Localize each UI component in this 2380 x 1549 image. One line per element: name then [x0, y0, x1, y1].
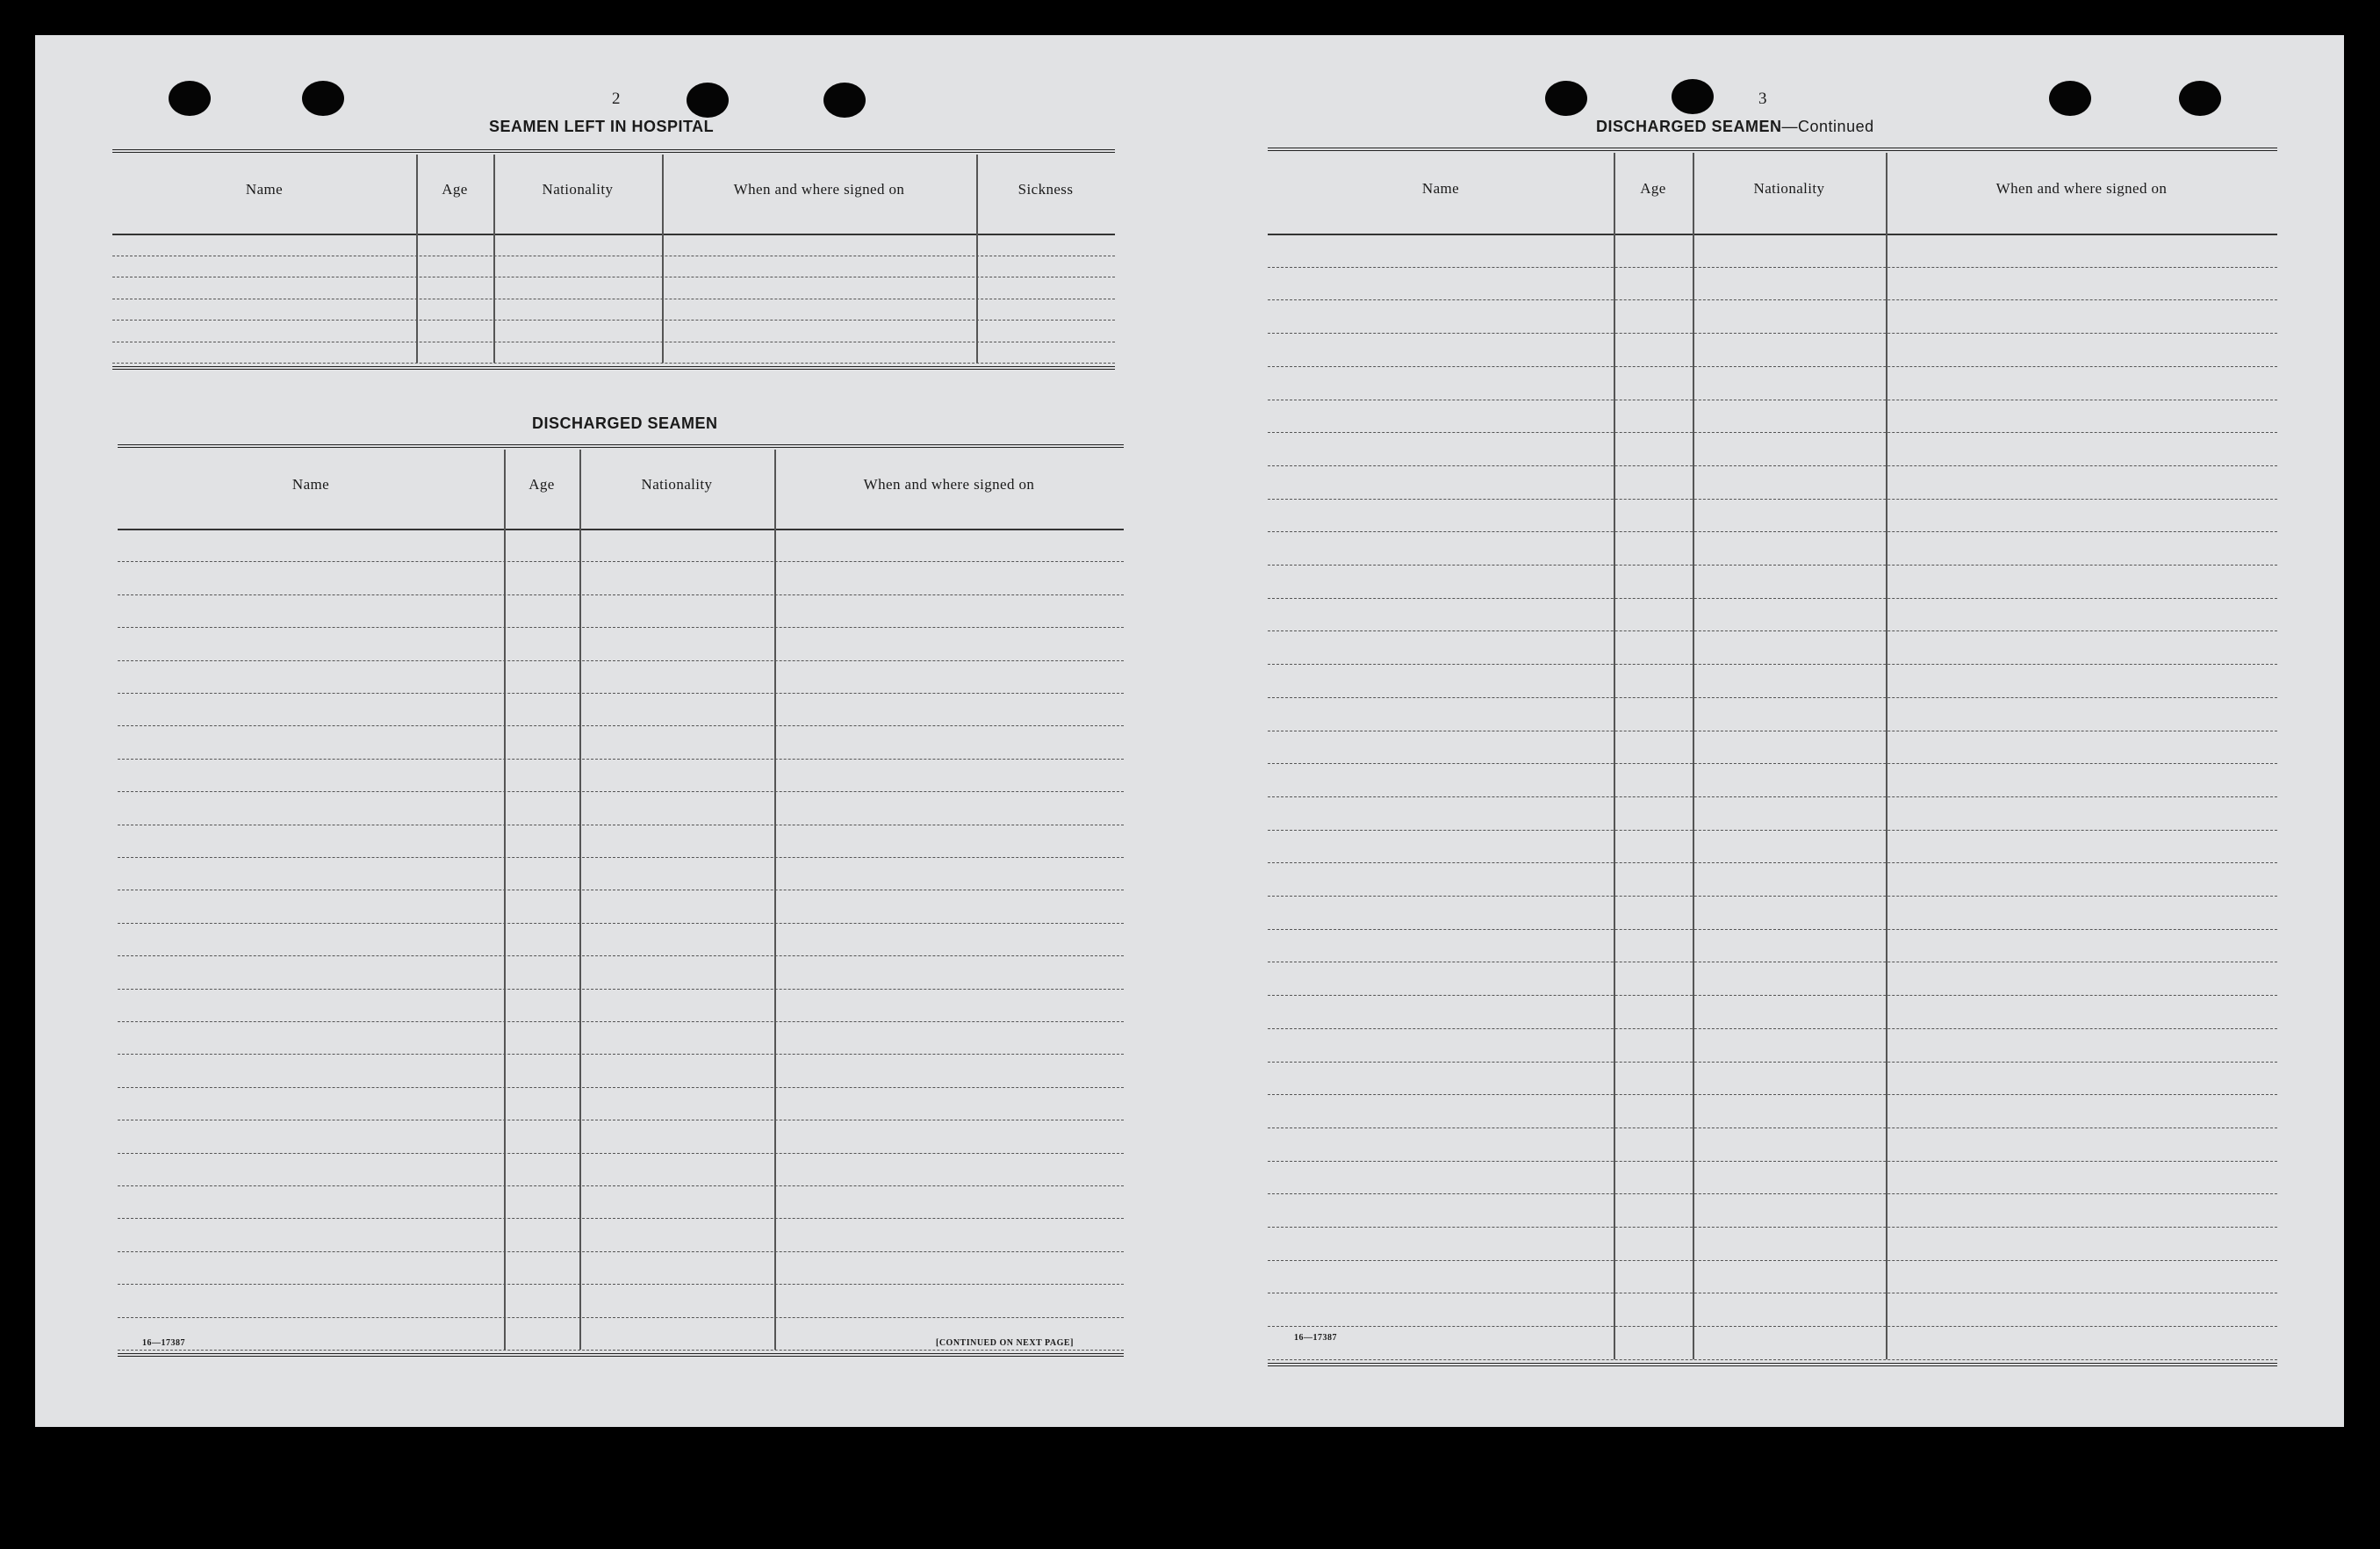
column-divider	[493, 155, 495, 363]
table-row	[118, 791, 1124, 792]
table-row	[1268, 995, 2277, 996]
table-row	[1268, 929, 2277, 930]
table-row	[1268, 763, 2277, 764]
table-row	[118, 1251, 1124, 1252]
table-header-rule	[112, 234, 1115, 235]
page-number: 3	[1758, 90, 1767, 108]
table-row	[1268, 299, 2277, 300]
punch-hole	[1672, 79, 1714, 114]
table-row	[1268, 1227, 2277, 1228]
punch-hole	[302, 81, 344, 116]
table-row	[118, 1317, 1124, 1318]
column-header: Sickness	[1017, 181, 1074, 198]
table-row	[118, 1054, 1124, 1055]
table-row	[1268, 1260, 2277, 1261]
table-row	[118, 857, 1124, 858]
column-header: Age	[1640, 180, 1666, 197]
table-row	[118, 1218, 1124, 1219]
punch-hole	[2049, 81, 2091, 116]
column-divider	[774, 450, 776, 1350]
table-row	[1268, 1326, 2277, 1327]
discharged-seamen-continued-table	[1268, 148, 2277, 1360]
hospital-section-title: SEAMEN LEFT IN HOSPITAL	[489, 118, 715, 135]
table-row	[1268, 267, 2277, 268]
column-header: Name	[245, 181, 284, 198]
table-row	[1268, 1062, 2277, 1063]
column-header: Name	[1421, 180, 1460, 197]
table-row	[118, 561, 1124, 562]
table-row	[1268, 1359, 2277, 1360]
table-row	[118, 955, 1124, 956]
table-row	[1268, 796, 2277, 797]
punch-hole	[2179, 81, 2221, 116]
column-header: When and where signed on	[863, 476, 1035, 493]
table-row	[1268, 830, 2277, 831]
continued-suffix: —Continued	[1781, 118, 1874, 135]
table-row	[1268, 366, 2277, 367]
table-top-rule	[118, 444, 1124, 448]
punch-hole	[823, 83, 866, 118]
column-header: Nationality	[542, 181, 614, 198]
table-row	[118, 725, 1124, 726]
document-sheet	[35, 35, 2344, 1427]
table-row	[1268, 531, 2277, 532]
continued-note: [CONTINUED ON NEXT PAGE]	[936, 1338, 1074, 1348]
form-number: 16—17387	[142, 1338, 185, 1348]
table-row	[1268, 664, 2277, 665]
table-row	[1268, 598, 2277, 599]
page-number: 2	[612, 90, 621, 108]
table-row	[118, 923, 1124, 924]
table-header-rule	[1268, 234, 2277, 235]
table-row	[118, 693, 1124, 694]
column-divider	[579, 450, 581, 1350]
table-row	[1268, 465, 2277, 466]
table-row	[1268, 1028, 2277, 1029]
table-row	[112, 363, 1115, 364]
table-row	[1268, 630, 2277, 631]
table-row	[112, 320, 1115, 321]
table-top-rule	[112, 149, 1115, 153]
column-divider	[504, 450, 506, 1350]
punch-hole	[687, 83, 729, 118]
table-header-rule	[118, 529, 1124, 530]
table-row	[118, 1350, 1124, 1351]
table-row	[1268, 697, 2277, 698]
column-divider	[416, 155, 418, 363]
column-header: Nationality	[641, 476, 713, 493]
table-row	[1268, 1094, 2277, 1095]
seamen-left-in-hospital-table	[112, 149, 1115, 399]
table-row	[1268, 333, 2277, 334]
table-row	[1268, 499, 2277, 500]
table-row	[1268, 896, 2277, 897]
punch-hole	[1545, 81, 1587, 116]
table-row	[1268, 1193, 2277, 1194]
column-divider	[976, 155, 978, 363]
table-bottom-rule	[112, 366, 1115, 370]
table-row	[118, 1284, 1124, 1285]
table-row	[1268, 432, 2277, 433]
column-header: When and where signed on	[1995, 180, 2168, 197]
table-row	[118, 594, 1124, 595]
table-row	[1268, 1161, 2277, 1162]
form-number: 16—17387	[1294, 1333, 1337, 1343]
table-bottom-rule	[118, 1353, 1124, 1357]
table-bottom-rule	[1268, 1363, 2277, 1366]
table-row	[118, 989, 1124, 990]
table-row	[118, 660, 1124, 661]
table-row	[118, 759, 1124, 760]
table-row	[118, 1185, 1124, 1186]
column-header: Age	[528, 476, 555, 493]
table-row	[118, 1087, 1124, 1088]
discharged-continued-title	[1596, 118, 1874, 136]
column-header: When and where signed on	[733, 181, 905, 198]
table-row	[1268, 565, 2277, 566]
column-header: Age	[442, 181, 468, 198]
table-row	[118, 627, 1124, 628]
discharged-section-title: DISCHARGED SEAMEN	[532, 414, 718, 432]
column-header: Name	[291, 476, 330, 493]
table-row	[118, 1021, 1124, 1022]
table-row	[1268, 862, 2277, 863]
table-top-rule	[1268, 148, 2277, 151]
column-header: Nationality	[1753, 180, 1825, 197]
table-row	[118, 1153, 1124, 1154]
discharged-seamen-table	[118, 444, 1124, 1371]
discharged-title: DISCHARGED SEAMEN	[1596, 118, 1782, 135]
column-divider	[662, 155, 664, 363]
punch-hole	[169, 81, 211, 116]
